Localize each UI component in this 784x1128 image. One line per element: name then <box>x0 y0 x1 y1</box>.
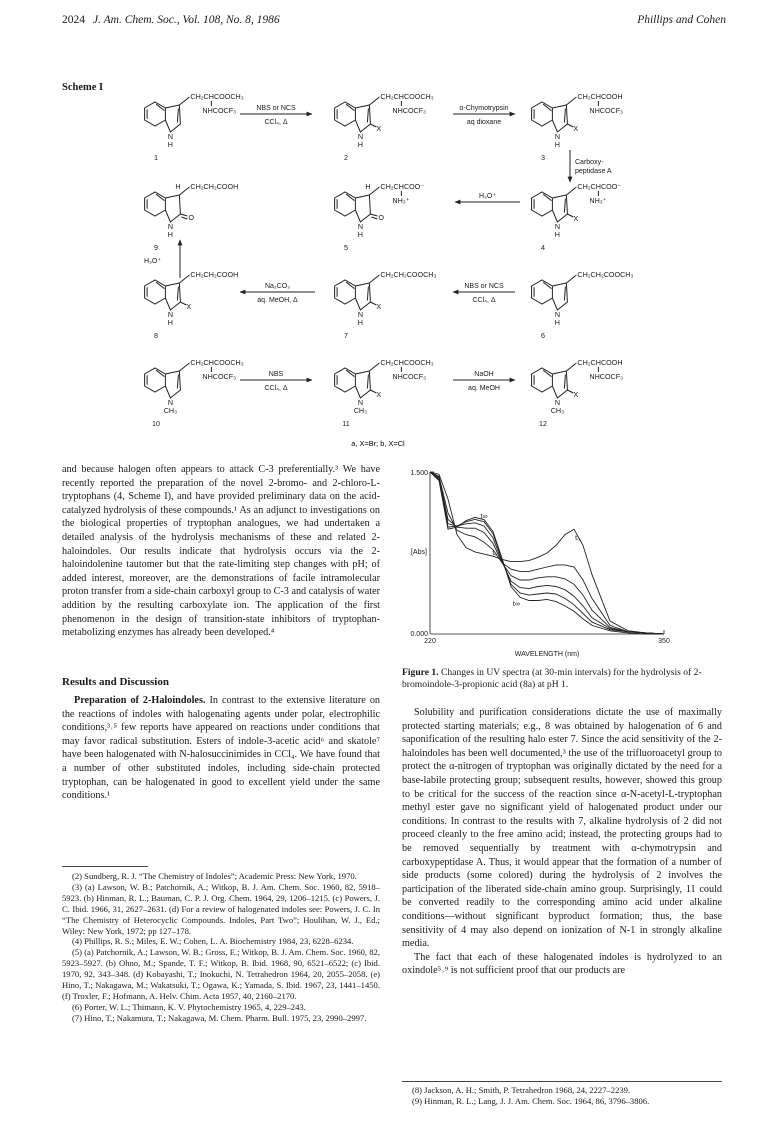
compound-6 <box>532 275 577 310</box>
side-chain-bond <box>179 187 189 195</box>
benzene-ring <box>335 280 356 304</box>
compound-number: 2 <box>344 153 348 162</box>
running-header-left <box>62 14 280 26</box>
right-paragraph-2: The fact that each of these halogenated indoles is hydrolyzed to an oxindole⁵˒⁹ is not sufficient proof that our products are <box>402 951 722 977</box>
preparation-paragraph <box>62 694 380 803</box>
left-column-section <box>62 694 380 803</box>
halogen-label: X <box>573 390 579 399</box>
side-chain-bond <box>369 363 379 371</box>
figure-label: Figure 1. <box>402 667 439 678</box>
side-chain-label: CH₂CHCOOCH₃ <box>190 92 244 101</box>
side-chain-bond <box>566 275 576 283</box>
side-chain-bond <box>369 275 379 283</box>
double-bond <box>177 375 178 389</box>
side-chain-label: CH₂CH₂COOCH₃ <box>380 270 437 279</box>
substituent-label: NHCOCF₃ <box>392 372 427 381</box>
footnote-rule-left <box>62 866 148 867</box>
arrow-1-to-2-conditions: CCl₄, Δ <box>264 119 288 126</box>
n-substituent-label: H <box>167 140 173 149</box>
side-chain-label: CH₂CHCOOH <box>577 92 623 101</box>
arrow-6-to-7-conditions: CCl₄, Δ <box>472 297 496 304</box>
footnote-3: (3) (a) Lawson, W. B.; Patchornik, A.; Witkop, B. J. Am. Chem. Soc. 1960, 82, 5918–5923. (b) Hinman, R. L.; Bauman, C. P. J. Org. Chem. 1964, 29, 1206–1215. (c) Powers, J. C. Ibid. 1966, 31, 2627–2631. (d) For a review of halogenated indoles see: Powers, J. C. In “The Chemistry of Heterocyclic Compounds. Indoles, Part Two”; Houlihan, W. J., Ed.; Wiley: New York, 1972; pp 127–178. <box>62 881 380 936</box>
compound-8 <box>145 275 190 310</box>
side-chain-bond <box>179 275 189 283</box>
footnote-2: (2) Sundberg, R. J. “The Chemistry of Indoles”; Academic Press: New York, 1970. <box>72 871 357 881</box>
side-chain-bond <box>566 97 576 105</box>
side-chain-label: CH₂CH₂COOH <box>190 270 239 279</box>
run-in-heading: Preparation of 2-Haloindoles. <box>74 695 206 706</box>
benzene-ring <box>532 368 553 392</box>
benzene-ring <box>335 368 356 392</box>
double-bond <box>564 287 565 301</box>
arrow-2-to-3-reagent: α-Chymotrypsin <box>459 105 509 112</box>
compound-number: 4 <box>541 243 545 252</box>
curve-annotation-2: t₀ <box>575 535 581 543</box>
side-chain-label: CH₂CH₂COOCH₃ <box>577 270 634 279</box>
side-chain-label: CH₂CHCOO⁻ <box>380 182 425 191</box>
compound-number: 12 <box>539 419 547 428</box>
side-chain-label: CH₂CHCOOCH₃ <box>190 358 244 367</box>
nitrogen-label: N <box>357 132 364 141</box>
double-bond <box>564 199 565 213</box>
side-chain-bond <box>369 97 379 105</box>
y-axis-label: [Abs] <box>411 549 427 557</box>
hydrogen-label: H <box>365 182 371 191</box>
arrow-4-to-5-reagent: H₃O⁺ <box>478 193 497 200</box>
benzene-ring <box>532 192 553 216</box>
n-substituent-label: H <box>357 318 363 327</box>
benzene-ring <box>145 102 166 126</box>
curve-annotation-1: t∞ <box>480 513 488 521</box>
substituent-label: NHCOCF₃ <box>392 106 427 115</box>
uv-spectra-chart <box>402 462 722 666</box>
arrow-7-to-8-conditions: aq. MeOH, Δ <box>257 297 298 304</box>
side-chain-label: CH₂CHCOOH <box>577 358 623 367</box>
scheme-footnote: a, X=Br; b, X=Cl <box>351 439 405 448</box>
figure-caption-text: Changes in UV spectra (at 30-min intervals) for the hydrolysis of 2-bromoindole-3-propionic acid (8a) at pH 1. <box>402 667 702 690</box>
n-substituent-label: H <box>554 318 560 327</box>
n-substituent-label: H <box>167 318 173 327</box>
nitrogen-label: N <box>167 310 174 319</box>
compound-number: 1 <box>154 153 158 162</box>
n-substituent-label: CH₃ <box>353 406 368 415</box>
double-bond <box>367 287 368 301</box>
hydrogen-label: H <box>175 182 181 191</box>
compound-number: 8 <box>154 331 158 340</box>
side-chain-bond <box>179 97 189 105</box>
section-heading: Results and Discussion <box>62 676 169 688</box>
side-chain-bond <box>566 187 576 195</box>
journal-citation: J. Am. Chem. Soc., Vol. 108, No. 8, 1986 <box>93 14 280 26</box>
carbonyl-bond <box>181 217 187 219</box>
x-tick-label-min: 220 <box>424 638 436 645</box>
nitrogen-label: N <box>554 310 561 319</box>
double-bond <box>367 375 368 389</box>
benzene-ring <box>335 102 356 126</box>
benzene-ring <box>335 192 356 216</box>
figure-caption <box>402 667 722 690</box>
n-substituent-label: CH₃ <box>163 406 178 415</box>
pyrrole-ring <box>355 195 370 222</box>
double-bond <box>177 109 178 123</box>
side-chain-bond <box>369 187 379 195</box>
benzene-ring <box>532 102 553 126</box>
substituent-label: NHCOCF₃ <box>589 372 624 381</box>
substituent-label: NH₃⁺ <box>392 196 410 205</box>
spectrum-curve-1 <box>430 472 664 634</box>
halogen-label: X <box>376 302 382 311</box>
halogen-label: X <box>186 302 192 311</box>
side-chain-bond <box>566 363 576 371</box>
curve-annotation-4: t∞ <box>512 600 520 608</box>
benzene-ring <box>532 280 553 304</box>
compound-7 <box>335 275 380 310</box>
side-chain-bond <box>179 363 189 371</box>
double-bond <box>564 375 565 389</box>
footnote-5: (5) (a) Patchornik, A.; Lawson, W. B.; Gross, E.; Witkop, B. J. Am. Chem. Soc. 1960, 82, 5923–5927. (b) Ohno, M.; Spande, T. F.; Witkop, B. Ibid. 1968, 90, 6521–6522; (c) Ibid. 1970, 92, 343–348. (d) Kobayashi, T.; Inokuchi, N. Tetrahedron 1964, 20, 2055–2058. (e) Hino, T.; Nakagawa, M.; Wakatsuki, T.; Ogawa, K.; Yamada, S. Ibid. 1967, 23, 1441–1450. (f) Troxler, F.; Hofmann, A. Helv. Chim. Acta 1957, 40, 2160–2170. <box>62 947 380 1001</box>
arrow-3-to-4-conditions: peptidase A <box>575 168 612 175</box>
double-bond <box>177 287 178 301</box>
compound-9 <box>145 187 190 222</box>
arrow-7-to-8-reagent: Na₂CO₃ <box>264 283 291 290</box>
nitrogen-label: N <box>357 310 364 319</box>
nitrogen-label: N <box>357 222 364 231</box>
carbonyl-bond <box>180 214 187 216</box>
nitrogen-label: N <box>554 132 561 141</box>
carbonyl-bond <box>370 214 377 216</box>
compound-11 <box>335 363 402 398</box>
side-chain-label: CH₂CHCOO⁻ <box>577 182 622 191</box>
nitrogen-label: N <box>554 222 561 231</box>
compound-number: 11 <box>342 419 350 428</box>
n-substituent-label: H <box>357 230 363 239</box>
curve-annotation-3: t₀ <box>492 550 498 558</box>
right-column <box>402 706 722 978</box>
footnotes-left <box>62 871 380 1024</box>
compound-4 <box>532 187 599 222</box>
substituent-label: NH₃⁺ <box>589 196 607 205</box>
footnote-9: (9) Hinman, R. L.; Lang, J. J. Am. Chem. Soc. 1964, 86, 3796–3806. <box>412 1095 650 1106</box>
compound-number: 6 <box>541 331 545 340</box>
y-tick-label-max: 1.500 <box>410 470 428 477</box>
substituent-label: NHCOCF₃ <box>589 106 624 115</box>
compound-12 <box>532 363 599 398</box>
n-substituent-label: H <box>357 140 363 149</box>
halogen-label: X <box>376 390 382 399</box>
arrow-11-to-12-conditions: aq. MeOH <box>468 385 500 392</box>
compound-5 <box>335 187 402 222</box>
scheme-label: Scheme I <box>62 82 104 93</box>
running-header-authors: Phillips and Cohen <box>637 14 726 26</box>
nitrogen-label: N <box>357 398 364 407</box>
benzene-ring <box>145 368 166 392</box>
compound-number: 5 <box>344 243 348 252</box>
arrow-8-to-9-reagent: H₃O⁺ <box>144 258 162 265</box>
footnote-7: (7) Hino, T.; Nakamura, T.; Nakagawa, M. Chem. Pharm. Bull. 1975, 23, 2990–2997. <box>72 1012 367 1023</box>
arrow-10-to-11-conditions: CCl₄, Δ <box>264 385 288 392</box>
carbonyl-bond <box>371 217 377 219</box>
intro-paragraph: and because halogen often appears to attack C-3 preferentially.³ We have recently reported the preparation of the novel 2-bromo- and 2-chloro-L-tryptophans (4, Scheme I), and have provided preliminary data on the acid-catalyzed hydrolysis of these compounds.¹ As an adjunct to investigations on the biological properties of tryptophan analogues, we had undertaken a detailed analysis of the hydrolysis mechanisms of these and related 2-haloindoles. Our results indicate that hydrolysis occurs via the 2-haloindolenine tautomer but that the rate-limiting step changes with pH; of added interest, moreover, are the demonstrations of facile intramolecular proton transfer from a side-chain carboxyl group to C-3 and catalysis of water addition by the resulting carboxylate ion. The application of the first phenomenon in the design of transition-state inhibitors of tryptophan-metabolizing enzymes has already been developed.⁴ <box>62 464 380 639</box>
nitrogen-label: N <box>167 398 174 407</box>
oxygen-label: O <box>188 213 194 222</box>
footnote-4: (4) Phillips, R. S.; Miles, E. W.; Cohen, L. A. Biochemistry 1984, 23, 6228–6234. <box>72 936 354 947</box>
footnote-rule-right <box>402 1081 722 1082</box>
nitrogen-label: N <box>167 132 174 141</box>
substituent-label: NHCOCF₃ <box>202 372 237 381</box>
arrow-11-to-12-reagent: NaOH <box>474 371 494 378</box>
arrow-10-to-11-reagent: NBS <box>268 371 284 378</box>
double-bond <box>564 109 565 123</box>
n-substituent-label: H <box>167 230 173 239</box>
benzene-ring <box>145 280 166 304</box>
footnote-6: (6) Porter, W. L.; Thimann, K. V. Phytochemistry 1965, 4, 229–243. <box>72 1001 306 1012</box>
footnotes-right <box>402 1085 722 1107</box>
footnote-8: (8) Jackson, A. H.; Smith, P. Tetrahedron 1968, 24, 2227–2239. <box>412 1085 631 1095</box>
compound-number: 3 <box>541 153 545 162</box>
compound-3 <box>532 97 599 132</box>
nitrogen-label: N <box>554 398 561 407</box>
arrow-6-to-7-reagent: NBS or NCS <box>464 283 504 290</box>
right-paragraph-1: Solubility and purification considerations dictate the use of maximally protected starting materials; e.g., 8 was obtained by halogenation of 6 and saponification of the resulting halo ester 7. Since the acid sensitivity of the 2-haloindoles has been well documented,³ the use of the trifluoroacetyl group to protect the α-nitrogen of tryptophan was originally dictated by the need for a base-labile protecting group; subsequent results, however, showed this group to be critical for the success of the reaction since α-N-acetyl-L-tryptophan methyl ester gave no significant yield of halogenated product under our conditions. In contrast to the results with 7, alkaline hydrolysis of 2 did not proceed cleanly to the free amino acid; instead, the protecting groups had to be removed sequentially by treatment with α-chymotrypsin and carboxypeptidase A. Thus, it would appear that the formation of a number of side products (some colored) during the hydrolysis of 2 involves the participation of the liberated side-chain amino group. Surprisingly, 11 could be converted readily to the corresponding amino acid under alkaline conditions—without significant byproduct formation; thus, the base sensitivity of 4 may also depend on ionization of N-1 in strongly alkaline media. <box>402 707 722 950</box>
nitrogen-label: N <box>167 222 174 231</box>
halogen-label: X <box>573 124 579 133</box>
compound-10 <box>145 363 212 398</box>
side-chain-label: CH₂CHCOOCH₃ <box>380 358 434 367</box>
n-substituent-label: H <box>554 230 560 239</box>
halogen-label: X <box>376 124 382 133</box>
arrow-1-to-2-reagent: NBS or NCS <box>256 105 296 112</box>
n-substituent-label: CH₃ <box>550 406 565 415</box>
pyrrole-ring <box>165 195 180 222</box>
side-chain-label: CH₂CH₂COOH <box>190 182 239 191</box>
page-number: 2024 <box>62 14 85 26</box>
compound-number: 10 <box>152 419 160 428</box>
double-bond <box>367 109 368 123</box>
x-tick-label-max: 350 <box>658 638 670 645</box>
compound-2 <box>335 97 402 132</box>
compound-number: 9 <box>154 243 158 252</box>
oxygen-label: O <box>378 213 384 222</box>
side-chain-label: CH₂CHCOOCH₃ <box>380 92 434 101</box>
x-axis-label: WAVELENGTH (nm) <box>514 651 580 658</box>
left-column <box>62 463 380 640</box>
y-tick-label-min: 0.000 <box>410 631 428 638</box>
compound-number: 7 <box>344 331 348 340</box>
halogen-label: X <box>573 214 579 223</box>
n-substituent-label: H <box>554 140 560 149</box>
compound-1 <box>145 97 212 132</box>
reaction-scheme <box>60 78 700 458</box>
arrow-3-to-4-reagent: Carboxy- <box>575 159 604 166</box>
arrow-2-to-3-conditions: aq dioxane <box>466 119 502 126</box>
preparation-text: In contrast to the extensive literature on the reactions of indoles with halogenating agents under polar, electrophilic conditions,³˒⁵ few reports have appeared on reactions under conditions that may favor radical substitution. Esters of indole-3-acetic acid⁶ and skatole⁷ have been halogenated with N-halosuccinimides in CCl₄. We have found that a number of other substituted indoles, including side-chain protected tryptophan, can be halogenated in good to excellent yield under the same conditions.¹ <box>62 695 381 802</box>
substituent-label: NHCOCF₃ <box>202 106 237 115</box>
benzene-ring <box>145 192 166 216</box>
